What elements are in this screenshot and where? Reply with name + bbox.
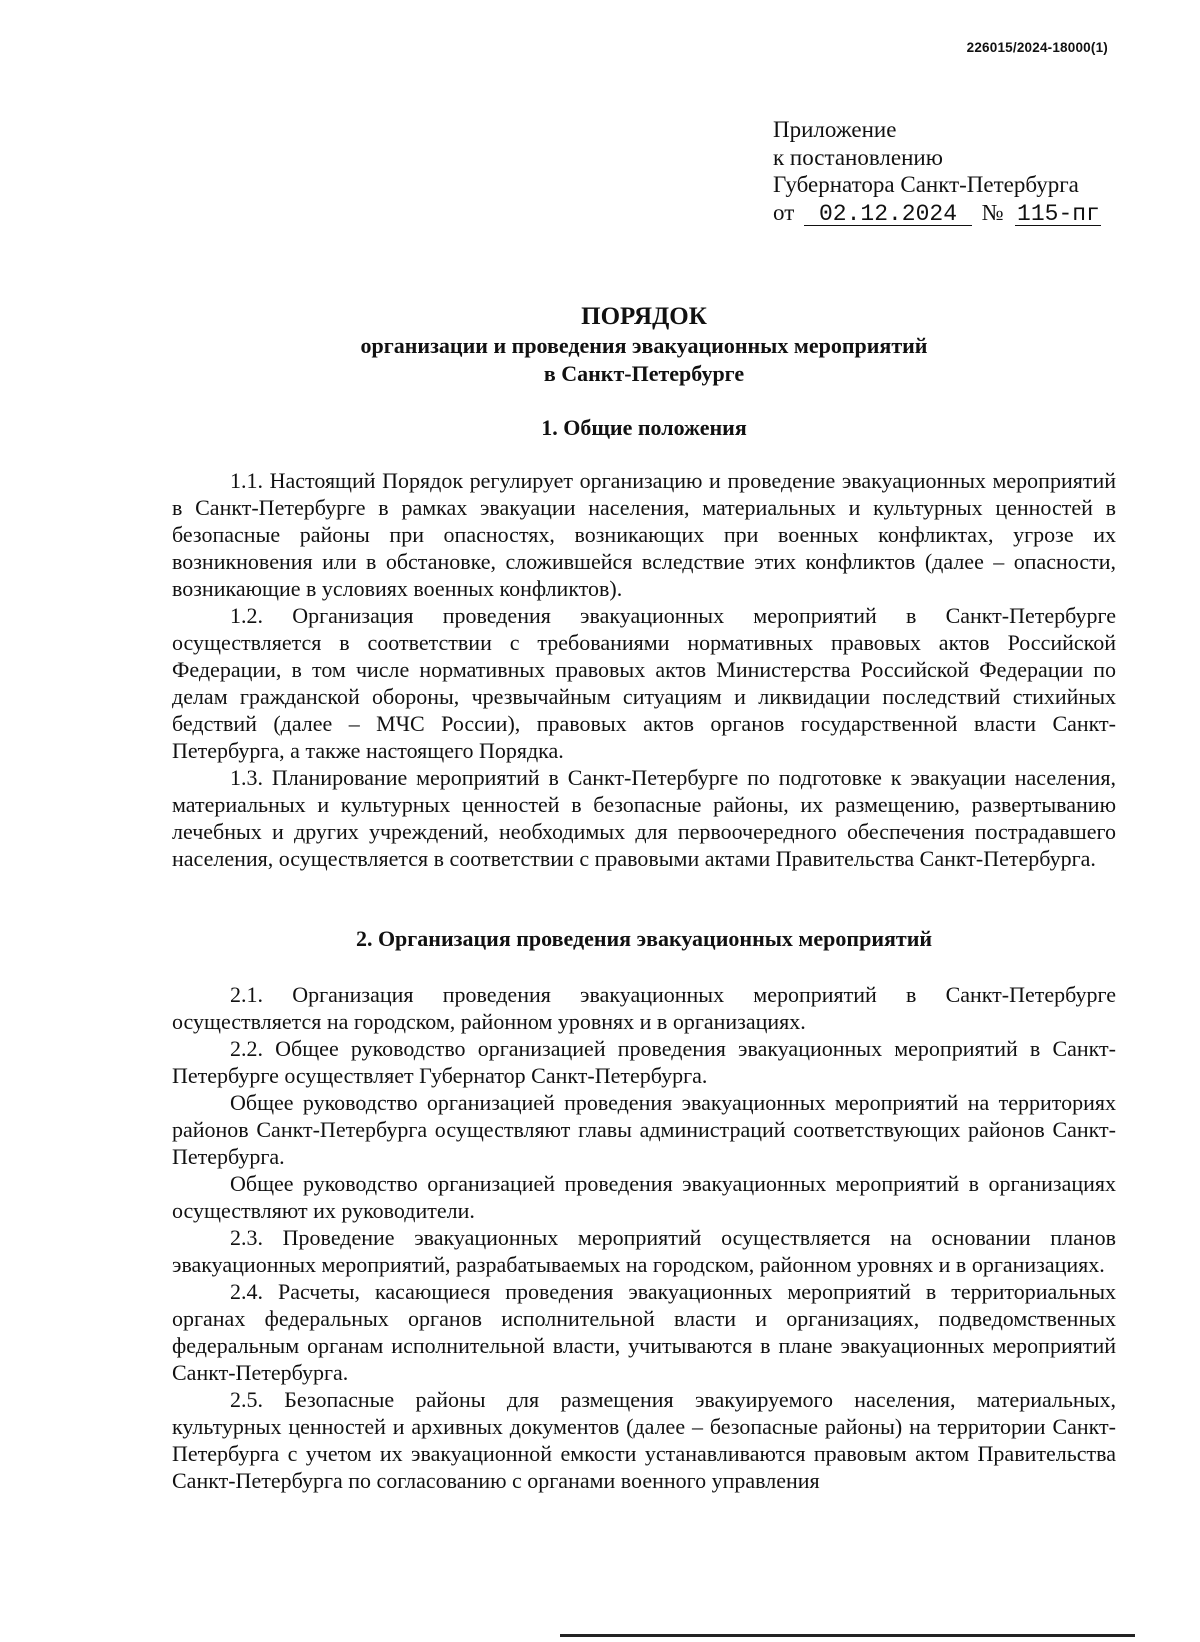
title-subtitle-line-1: организации и проведения эвакуационных мероприятий xyxy=(360,333,928,358)
section-1-body xyxy=(172,467,1116,872)
section-2-heading: 2. Организация проведения эвакуационных мероприятий xyxy=(355,926,933,951)
number-value: 115-пг xyxy=(1017,200,1100,227)
paragraph-2-3: 2.3. Проведение эвакуационных мероприятий осуществляется на основании планов эвакуационных мероприятий, разрабатываемых на городском, районном уровнях и в организациях. xyxy=(172,1225,1116,1277)
appendix-date-number-line xyxy=(773,199,1101,227)
appendix-issuer: Губернатора Санкт-Петербурга xyxy=(773,172,1079,197)
date-prefix: от xyxy=(773,199,795,225)
paragraph-2-5: 2.5. Безопасные районы для размещения эвакуируемого населения, материальных, культурных ценностей и архивных документов (далее – безопасные районы) на территории Санкт-Петербурга с учетом их эвакуационной емкости устанавливаются правовым актом Правительства Санкт-Петербурга по согласованию с органами военного управления xyxy=(172,1387,1116,1493)
document-registration-number: 226015/2024-18000(1) xyxy=(966,40,1108,55)
section-2-body xyxy=(172,981,1116,1494)
paragraph-1-2: 1.2. Организация проведения эвакуационных мероприятий в Санкт-Петербурге осуществляется в соответствии с требованиями нормативных правовых актов Российской Федерации, в том числе нормативных правовых актов Министерства Российской Федерации по делам гражданской обороны, чрезвычайным ситуациям и ликвидации последствий стихийных бедствий (далее – МЧС России), правовых актов органов государственной власти Санкт-Петербурга, а также настоящего Порядка. xyxy=(172,603,1116,763)
appendix-reference: к постановлению xyxy=(773,144,943,170)
date-value: 02.12.2024 xyxy=(804,203,972,226)
paragraph-2-2-organizations: Общее руководство организацией проведения эвакуационных мероприятий в организациях осуществляют их руководители. xyxy=(172,1171,1116,1223)
paragraph-2-4: 2.4. Расчеты, касающиеся проведения эвакуационных мероприятий в территориальных органах федеральных органов исполнительной власти и организациях, подведомственных федеральным органам исполнительной власти, учитываются в плане эвакуационных мероприятий Санкт-Петербурга. xyxy=(172,1279,1116,1385)
appendix-block xyxy=(773,116,1101,226)
title-main: ПОРЯДОК xyxy=(581,303,707,330)
number-prefix: № xyxy=(981,199,1004,225)
document-title xyxy=(170,302,1118,388)
paragraph-2-1: 2.1. Организация проведения эвакуационных мероприятий в Санкт-Петербурге осуществляется на городском, районном уровнях и в организациях. xyxy=(172,982,1116,1034)
section-1-heading: 1. Общие положения xyxy=(541,415,747,440)
title-subtitle-line-2: в Санкт-Петербурге xyxy=(543,361,745,386)
paragraph-1-3: 1.3. Планирование мероприятий в Санкт-Петербурге по подготовке к эвакуации населения, материальных и культурных ценностей в безопасные районы, их размещению, развертыванию лечебных и других учреждений, необходимых для первоочередного обеспечения пострадавшего населения, осуществляется в соответствии с правовыми актами Правительства Санкт-Петербурга. xyxy=(172,765,1116,871)
paragraph-2-2: 2.2. Общее руководство организацией проведения эвакуационных мероприятий в Санкт-Петербурге осуществляет Губернатор Санкт-Петербурга. xyxy=(172,1036,1116,1088)
appendix-label: Приложение xyxy=(773,117,897,142)
paragraph-1-1: 1.1. Настоящий Порядок регулирует организацию и проведение эвакуационных мероприятий в Санкт-Петербурге в рамках эвакуации населения, материальных и культурных ценностей в безопасные районы при опасностях, возникающих при военных конфликтах, угрозе их возникновения или в обстановке, сложившейся вследствие этих конфликтов (далее – опасности, возникающие в условиях военных конфликтов). xyxy=(172,468,1116,601)
scan-edge-rule xyxy=(560,1634,1135,1637)
paragraph-2-2-districts: Общее руководство организацией проведения эвакуационных мероприятий на территориях районов Санкт-Петербурга осуществляют главы администраций соответствующих районов Санкт-Петербурга. xyxy=(172,1090,1116,1169)
